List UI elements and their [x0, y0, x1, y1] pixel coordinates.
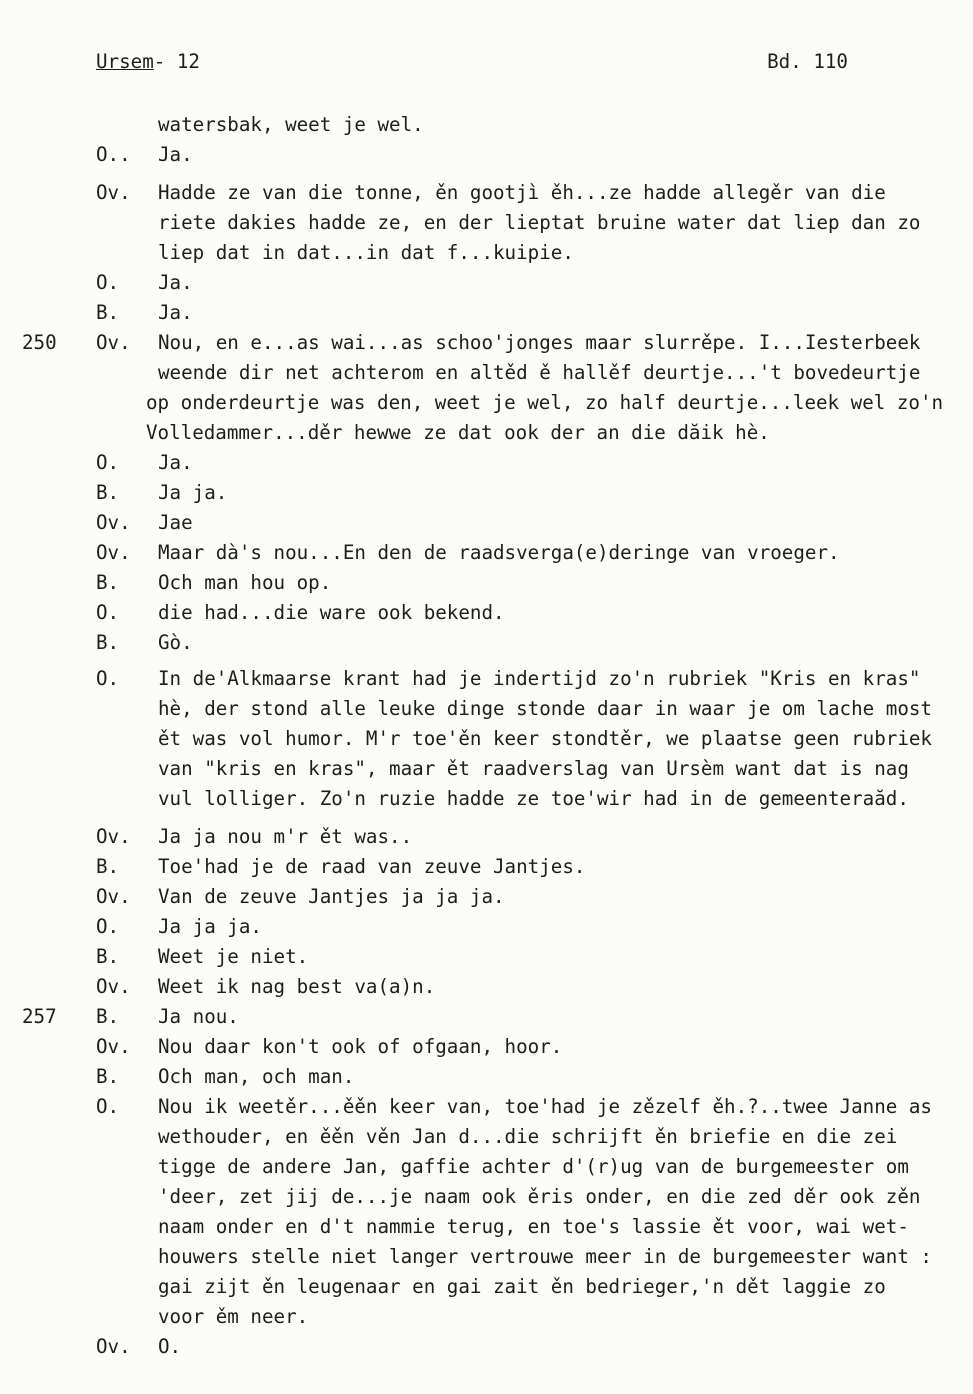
transcript-entry: [0, 1032, 973, 1062]
transcript-line: [0, 508, 973, 538]
utterance-text: 'deer, zet jij de...je naam ook ěris onder, en die zed děr ook zěn: [158, 1185, 921, 1208]
speaker-label: Ov.: [96, 181, 131, 204]
transcript-line: [0, 448, 973, 478]
transcript-line: [0, 568, 973, 598]
speaker-label: Ov.: [96, 885, 131, 908]
margin-line-number: 250: [22, 331, 57, 354]
utterance-text: op onderdeurtje was den, weet je wel, zo half deurtje...leek wel zo'n: [146, 391, 944, 414]
utterance-text: O.: [158, 1335, 182, 1358]
transcript-entry: [0, 478, 973, 508]
utterance-text: Maar dà's nou...En den de raadsverga(e)deringe van vroeger.: [158, 541, 840, 564]
speaker-label: O.: [96, 915, 120, 938]
transcript-line: [0, 140, 973, 170]
utterance-text: voor ěm neer.: [158, 1305, 309, 1328]
transcript-entry: [0, 328, 973, 448]
utterance-text: wethouder, en ěěn věn Jan d...die schrijft ěn briefie en die zei: [158, 1125, 898, 1148]
page-header: [96, 50, 848, 76]
header-page-number: - 12: [153, 50, 200, 73]
transcript-entry: [0, 972, 973, 1002]
speaker-label: O.: [96, 451, 120, 474]
utterance-text: van "kris en kras", maar ět raadverslag van Ursèm want dat is nag: [158, 757, 909, 780]
utterance-text: Ja ja nou m'r ět was..: [158, 825, 413, 848]
transcript-entry: [0, 822, 973, 852]
transcript-line: [0, 478, 973, 508]
utterance-text: Weet ik nag best va(a)n.: [158, 975, 436, 998]
utterance-text: Ja.: [158, 451, 193, 474]
transcript-entry: [0, 140, 973, 170]
transcript-line: [0, 912, 973, 942]
transcript-entry: [0, 538, 973, 568]
utterance-text: riete dakies hadde ze, en der lieptat bruine water dat liep dan zo: [158, 211, 921, 234]
utterance-text: In de'Alkmaarse krant had je indertijd zo'n rubriek "Kris en kras": [158, 667, 921, 690]
speaker-label: O.: [96, 667, 120, 690]
transcript-line: [0, 328, 973, 358]
transcript-line: [0, 358, 973, 388]
speaker-label: B.: [96, 855, 120, 878]
utterance-text: Hadde ze van die tonne, ěn gootjì ěh...ze hadde allegěr van die: [158, 181, 886, 204]
transcript-line: [0, 1122, 973, 1152]
utterance-text: Van de zeuve Jantjes ja ja ja.: [158, 885, 505, 908]
utterance-text: Och man, och man.: [158, 1065, 355, 1088]
transcript-line: [0, 664, 973, 694]
utterance-text: die had...die ware ook bekend.: [158, 601, 505, 624]
margin-line-number: 257: [22, 1005, 57, 1028]
transcript-line: [0, 1152, 973, 1182]
transcript-entry: [0, 110, 973, 140]
transcript-entry: [0, 1002, 973, 1032]
transcript-line: [0, 298, 973, 328]
utterance-text: ět was vol humor. M'r toe'ěn keer stondtěr, we plaatse geen rubriek: [158, 727, 932, 750]
transcript-entry: [0, 268, 973, 298]
transcript-line: [0, 268, 973, 298]
transcript-entry: [0, 568, 973, 598]
utterance-text: vul lolliger. Zo'n ruzie hadde ze toe'wir had in de gemeenteraăd.: [158, 787, 909, 810]
transcript-line: [0, 1062, 973, 1092]
utterance-text: Ja ja ja.: [158, 915, 262, 938]
transcript-line: [0, 1032, 973, 1062]
transcript-entry: [0, 912, 973, 942]
transcript-line: [0, 784, 973, 814]
utterance-text: Nou, en e...as wai...as schoo'jonges maar slurrěpe. I...Iesterbeek: [158, 331, 921, 354]
utterance-text: Ja nou.: [158, 1005, 239, 1028]
transcript-line: [0, 538, 973, 568]
transcript-line: [0, 1242, 973, 1272]
transcript-entry: [0, 178, 973, 268]
transcript-line: [0, 110, 973, 140]
transcript-line: [0, 822, 973, 852]
speaker-label: B.: [96, 1005, 120, 1028]
utterance-text: Toe'had je de raad van zeuve Jantjes.: [158, 855, 586, 878]
header-tape-reference: Bd. 110: [767, 50, 848, 73]
utterance-text: Ja ja.: [158, 481, 228, 504]
transcript-line: [0, 724, 973, 754]
speaker-label: Ov.: [96, 1035, 131, 1058]
speaker-label: B.: [96, 1065, 120, 1088]
utterance-text: Volledammer...děr hewwe ze dat ook der an die dăik hè.: [146, 421, 770, 444]
transcript-entry: [0, 882, 973, 912]
transcript-entry: [0, 1332, 973, 1362]
transcript-entry: [0, 298, 973, 328]
transcript-entry: [0, 942, 973, 972]
transcript-line: [0, 942, 973, 972]
transcript-line: [0, 1272, 973, 1302]
transcript-line: [0, 628, 973, 658]
utterance-text: houwers stelle niet langer vertrouwe meer in de burgemeester want :: [158, 1245, 932, 1268]
utterance-text: watersbak, weet je wel.: [158, 113, 424, 136]
speaker-label: Ov.: [96, 975, 131, 998]
transcript-line: [0, 238, 973, 268]
transcript-entry: [0, 628, 973, 658]
transcript-line: [0, 1182, 973, 1212]
speaker-label: O.: [96, 601, 120, 624]
utterance-text: naam onder en d't nammie terug, en toe's lassie ět voor, wai wet-: [158, 1215, 909, 1238]
transcript-line: [0, 1302, 973, 1332]
transcript-line: [0, 388, 973, 418]
transcript-line: [0, 418, 973, 448]
utterance-text: Gò.: [158, 631, 193, 654]
speaker-label: Ov.: [96, 825, 131, 848]
header-speaker-name: Ursem: [96, 50, 154, 73]
speaker-label: O.: [96, 1095, 120, 1118]
transcript-line: [0, 1092, 973, 1122]
speaker-label: B.: [96, 571, 120, 594]
transcript-line: [0, 852, 973, 882]
transcript-line: [0, 882, 973, 912]
speaker-label: Ov.: [96, 331, 131, 354]
transcript-line: [0, 208, 973, 238]
utterance-text: Ja.: [158, 143, 193, 166]
transcript-entry: [0, 664, 973, 814]
transcript-line: [0, 1212, 973, 1242]
transcript-entry: [0, 1062, 973, 1092]
speaker-label: O.: [96, 271, 120, 294]
speaker-label: B.: [96, 945, 120, 968]
utterance-text: Och man hou op.: [158, 571, 332, 594]
transcript-line: [0, 1332, 973, 1362]
transcript-line: [0, 754, 973, 784]
utterance-text: Ja.: [158, 301, 193, 324]
speaker-label: B.: [96, 301, 120, 324]
utterance-text: hè, der stond alle leuke dinge stonde daar in waar je om lache most: [158, 697, 932, 720]
speaker-label: Ov.: [96, 1335, 131, 1358]
transcript-entry: [0, 598, 973, 628]
speaker-label: B.: [96, 631, 120, 654]
utterance-text: weende dir net achterom en altěd ě hallěf deurtje...'t bovedeurtje: [158, 361, 921, 384]
transcript-line: [0, 972, 973, 1002]
utterance-text: gai zijt ěn leugenaar en gai zait ěn bedrieger,'n dět laggie zo: [158, 1275, 886, 1298]
transcript-body: [0, 110, 973, 1362]
transcript-entry: [0, 508, 973, 538]
speaker-label: Ov.: [96, 541, 131, 564]
utterance-text: Nou daar kon't ook of ofgaan, hoor.: [158, 1035, 563, 1058]
utterance-text: Weet je niet.: [158, 945, 309, 968]
utterance-text: liep dat in dat...in dat f...kuipie.: [158, 241, 574, 264]
transcript-entry: [0, 448, 973, 478]
utterance-text: tigge de andere Jan, gaffie achter d'(r)ug van de burgemeester om: [158, 1155, 909, 1178]
transcript-entry: [0, 1092, 973, 1332]
transcript-entry: [0, 852, 973, 882]
transcript-line: [0, 1002, 973, 1032]
transcript-line: [0, 178, 973, 208]
transcript-line: [0, 598, 973, 628]
speaker-label: O..: [96, 143, 131, 166]
header-speaker-page: [96, 50, 200, 73]
utterance-text: Nou ik weetěr...ěěn keer van, toe'had je zězelf ěh.?..twee Janne as: [158, 1095, 932, 1118]
utterance-text: Jae: [158, 511, 193, 534]
transcript-line: [0, 694, 973, 724]
utterance-text: Ja.: [158, 271, 193, 294]
speaker-label: B.: [96, 481, 120, 504]
speaker-label: Ov.: [96, 511, 131, 534]
